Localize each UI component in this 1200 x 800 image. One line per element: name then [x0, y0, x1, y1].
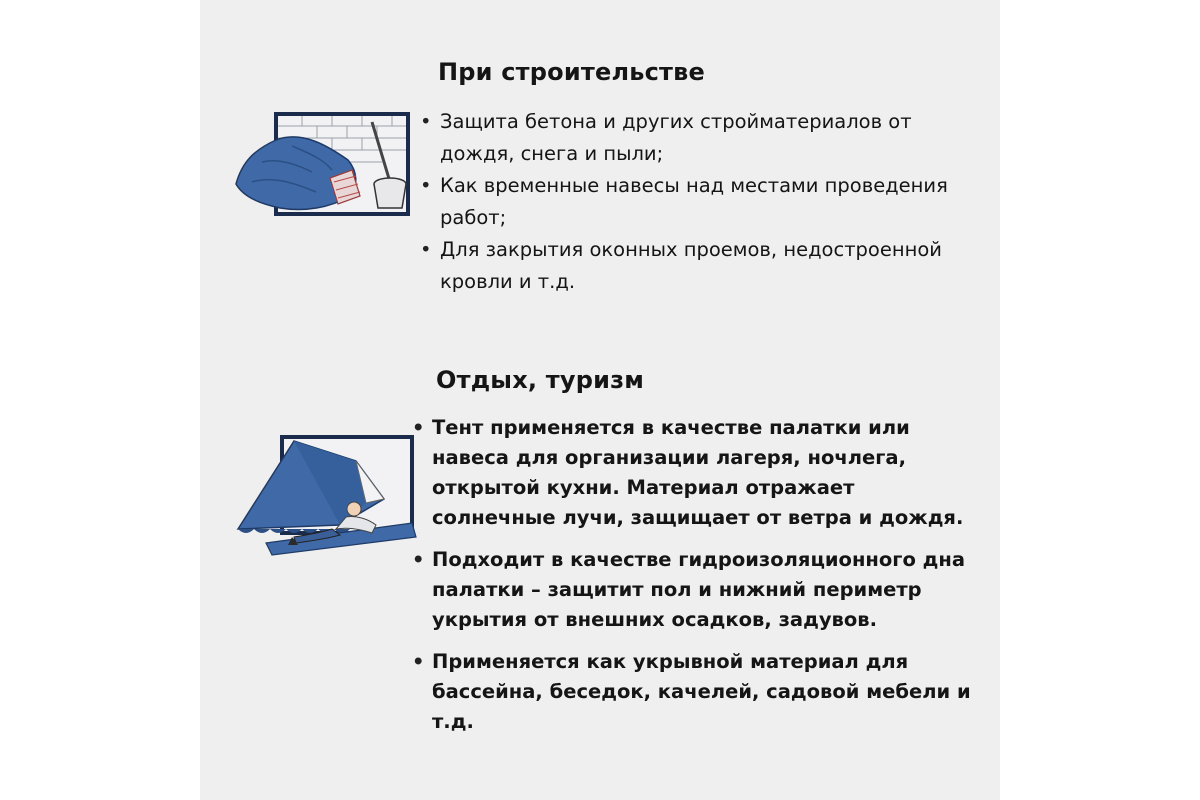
list-item: • Тент применяется в качестве палатки или навеса для организации лагеря, ночлега, открытой кухни. Материал отражает солнечные лучи, защищает от ветра и дождя.	[432, 413, 972, 533]
tarp-covering-materials-illustration	[232, 112, 412, 222]
construction-title: При строительстве	[438, 58, 706, 86]
tent-camping-illustration	[236, 433, 418, 561]
list-item: • Подходит в качестве гидроизоляционного дна палатки – защитит пол и нижний периметр укрытия от внешних осадков, задувов.	[432, 545, 972, 635]
leisure-title: Отдых, туризм	[436, 366, 645, 394]
list-item: • Защита бетона и других стройматериалов от дождя, снега и пыли;	[440, 106, 970, 170]
leisure-list	[432, 413, 972, 749]
list-item: • Применяется как укрывной материал для бассейна, беседок, качелей, садовой мебели и т.д.	[432, 647, 972, 737]
list-item: • Для закрытия оконных проемов, недостроенной кровли и т.д.	[440, 234, 970, 298]
construction-list	[440, 106, 970, 298]
list-item: • Как временные навесы над местами проведения работ;	[440, 170, 970, 234]
content-panel	[200, 0, 1000, 800]
